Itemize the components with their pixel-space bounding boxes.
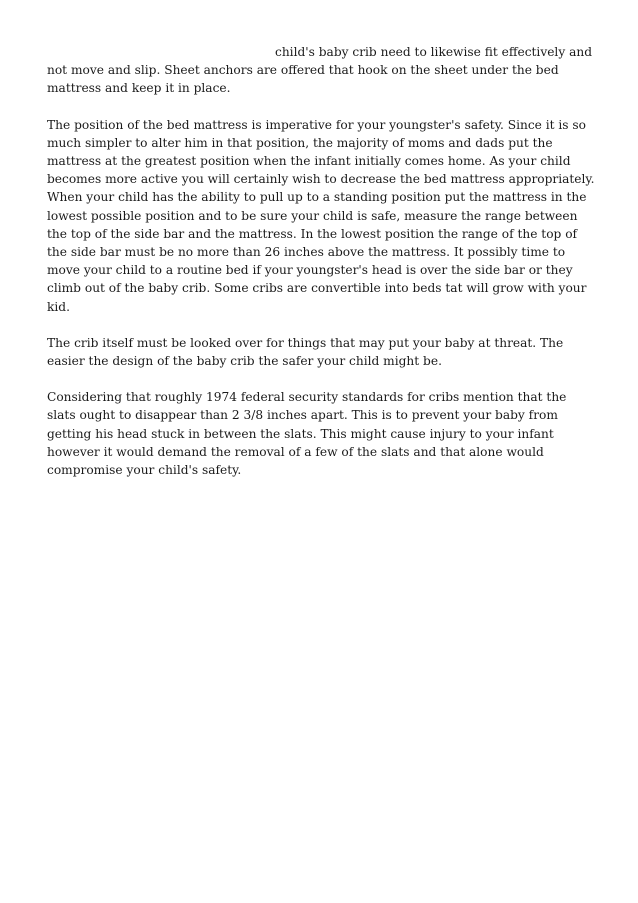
paragraph-crib-fit: child's baby crib need to likewise fit effectively and not move and slip. Sheet anchors are offered that hook on the sheet under the bed mattress and keep it in place. bbox=[47, 45, 593, 96]
paragraph-mattress-position: The position of the bed mattress is imperative for your youngster's safety. Since it is so much simpler to alter him in that position, the majority of moms and dads put the mattress at the greatest position when the infant initially comes home. As your child becomes more active you will certainly wish to decrease the bed mattress appropriately. When your child has the ability to pull up to a standing position put the mattress in the lowest possible position and to be sure your child is safe, measure the range between the top of the side bar and the mattress. In the lowest position the range of the top of the side bar must be no more than 26 inches above the mattress. It possibly time to move your child to a routine bed if your youngster's head is over the side bar or they climb out of the baby crib. Some cribs are convertible into beds tat will grow with your kid. bbox=[47, 117, 595, 314]
document-page bbox=[47, 43, 595, 497]
paragraph-crib-inspection: The crib itself must be looked over for things that may put your baby at threat. The easier the design of the baby crib the safer your child might be. bbox=[47, 335, 564, 369]
paragraph-slat-standards: Considering that roughly 1974 federal security standards for cribs mention that the slats ought to disappear than 2 3/8 inches apart. This is to prevent your baby from getting his head stuck in between the slats. This might cause injury to your infant however it would demand the removal of a few of the slats and that alone would compromise your child's safety. bbox=[47, 390, 567, 478]
